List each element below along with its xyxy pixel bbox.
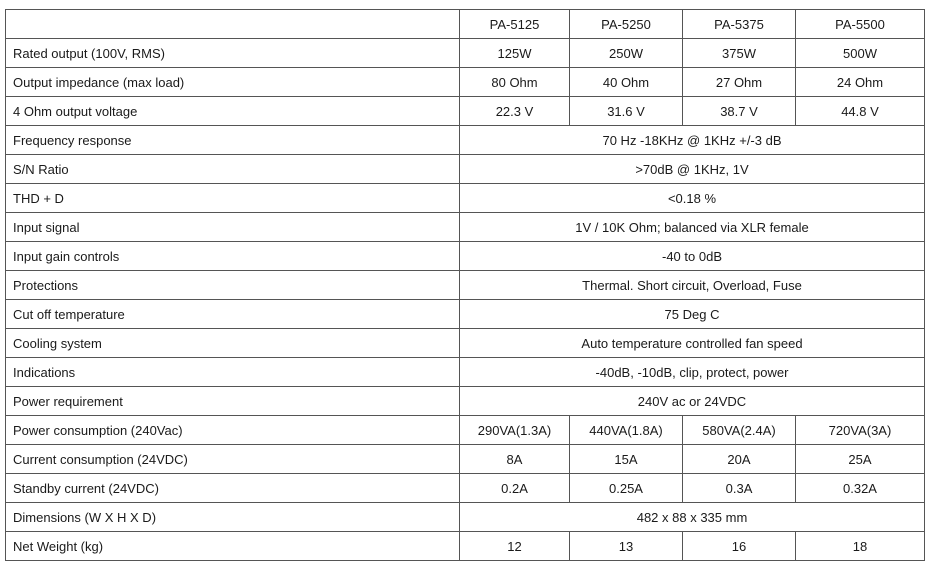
model-header: PA-5250 <box>570 10 683 39</box>
spec-row <box>6 387 925 416</box>
spec-value: 38.7 V <box>683 97 796 126</box>
spec-label: Indications <box>6 358 460 387</box>
spec-value: 20A <box>683 445 796 474</box>
spec-label: Rated output (100V, RMS) <box>6 39 460 68</box>
spec-label: Input signal <box>6 213 460 242</box>
spec-value: 16 <box>683 532 796 561</box>
spec-value: 8A <box>460 445 570 474</box>
spec-value: 31.6 V <box>570 97 683 126</box>
spec-row <box>6 416 925 445</box>
spec-row <box>6 39 925 68</box>
spec-label: Input gain controls <box>6 242 460 271</box>
spec-row <box>6 213 925 242</box>
spec-label: Output impedance (max load) <box>6 68 460 97</box>
spec-value: 12 <box>460 532 570 561</box>
spec-shared-value: 482 x 88 x 335 mm <box>460 503 925 532</box>
spec-label: Cooling system <box>6 329 460 358</box>
spec-label: S/N Ratio <box>6 155 460 184</box>
model-header: PA-5500 <box>796 10 925 39</box>
spec-value: 13 <box>570 532 683 561</box>
header-row <box>6 10 925 39</box>
spec-table-body <box>6 10 925 561</box>
spec-value: 375W <box>683 39 796 68</box>
header-blank-cell <box>6 10 460 39</box>
spec-row <box>6 97 925 126</box>
spec-value: 44.8 V <box>796 97 925 126</box>
spec-shared-value: 240V ac or 24VDC <box>460 387 925 416</box>
spec-value: 0.3A <box>683 474 796 503</box>
spec-value: 25A <box>796 445 925 474</box>
spec-row <box>6 271 925 300</box>
spec-shared-value: -40 to 0dB <box>460 242 925 271</box>
spec-shared-value: >70dB @ 1KHz, 1V <box>460 155 925 184</box>
spec-label: Frequency response <box>6 126 460 155</box>
model-header: PA-5125 <box>460 10 570 39</box>
spec-row <box>6 503 925 532</box>
spec-label: Cut off temperature <box>6 300 460 329</box>
spec-label: Power consumption (240Vac) <box>6 416 460 445</box>
spec-shared-value: Thermal. Short circuit, Overload, Fuse <box>460 271 925 300</box>
spec-shared-value: Auto temperature controlled fan speed <box>460 329 925 358</box>
spec-row <box>6 329 925 358</box>
spec-value: 0.25A <box>570 474 683 503</box>
spec-value: 500W <box>796 39 925 68</box>
spec-label: Dimensions (W X H X D) <box>6 503 460 532</box>
spec-value: 290VA(1.3A) <box>460 416 570 445</box>
spec-shared-value: -40dB, -10dB, clip, protect, power <box>460 358 925 387</box>
model-header: PA-5375 <box>683 10 796 39</box>
spec-shared-value: 70 Hz -18KHz @ 1KHz +/-3 dB <box>460 126 925 155</box>
spec-label: Standby current (24VDC) <box>6 474 460 503</box>
spec-label: Current consumption (24VDC) <box>6 445 460 474</box>
spec-value: 24 Ohm <box>796 68 925 97</box>
spec-row <box>6 126 925 155</box>
spec-value: 22.3 V <box>460 97 570 126</box>
spec-table <box>5 9 925 561</box>
spec-value: 80 Ohm <box>460 68 570 97</box>
spec-row <box>6 68 925 97</box>
spec-shared-value: 1V / 10K Ohm; balanced via XLR female <box>460 213 925 242</box>
spec-row <box>6 358 925 387</box>
spec-row <box>6 300 925 329</box>
spec-value: 125W <box>460 39 570 68</box>
spec-label: Protections <box>6 271 460 300</box>
spec-value: 250W <box>570 39 683 68</box>
spec-value: 720VA(3A) <box>796 416 925 445</box>
spec-value: 40 Ohm <box>570 68 683 97</box>
spec-value: 580VA(2.4A) <box>683 416 796 445</box>
spec-value: 18 <box>796 532 925 561</box>
spec-row <box>6 242 925 271</box>
spec-label: 4 Ohm output voltage <box>6 97 460 126</box>
spec-label: THD + D <box>6 184 460 213</box>
spec-shared-value: 75 Deg C <box>460 300 925 329</box>
spec-shared-value: <0.18 % <box>460 184 925 213</box>
spec-value: 0.32A <box>796 474 925 503</box>
spec-label: Power requirement <box>6 387 460 416</box>
spec-row <box>6 474 925 503</box>
spec-value: 27 Ohm <box>683 68 796 97</box>
spec-value: 0.2A <box>460 474 570 503</box>
spec-label: Net Weight (kg) <box>6 532 460 561</box>
spec-row <box>6 445 925 474</box>
spec-row <box>6 184 925 213</box>
spec-value: 440VA(1.8A) <box>570 416 683 445</box>
spec-row <box>6 532 925 561</box>
spec-value: 15A <box>570 445 683 474</box>
spec-row <box>6 155 925 184</box>
